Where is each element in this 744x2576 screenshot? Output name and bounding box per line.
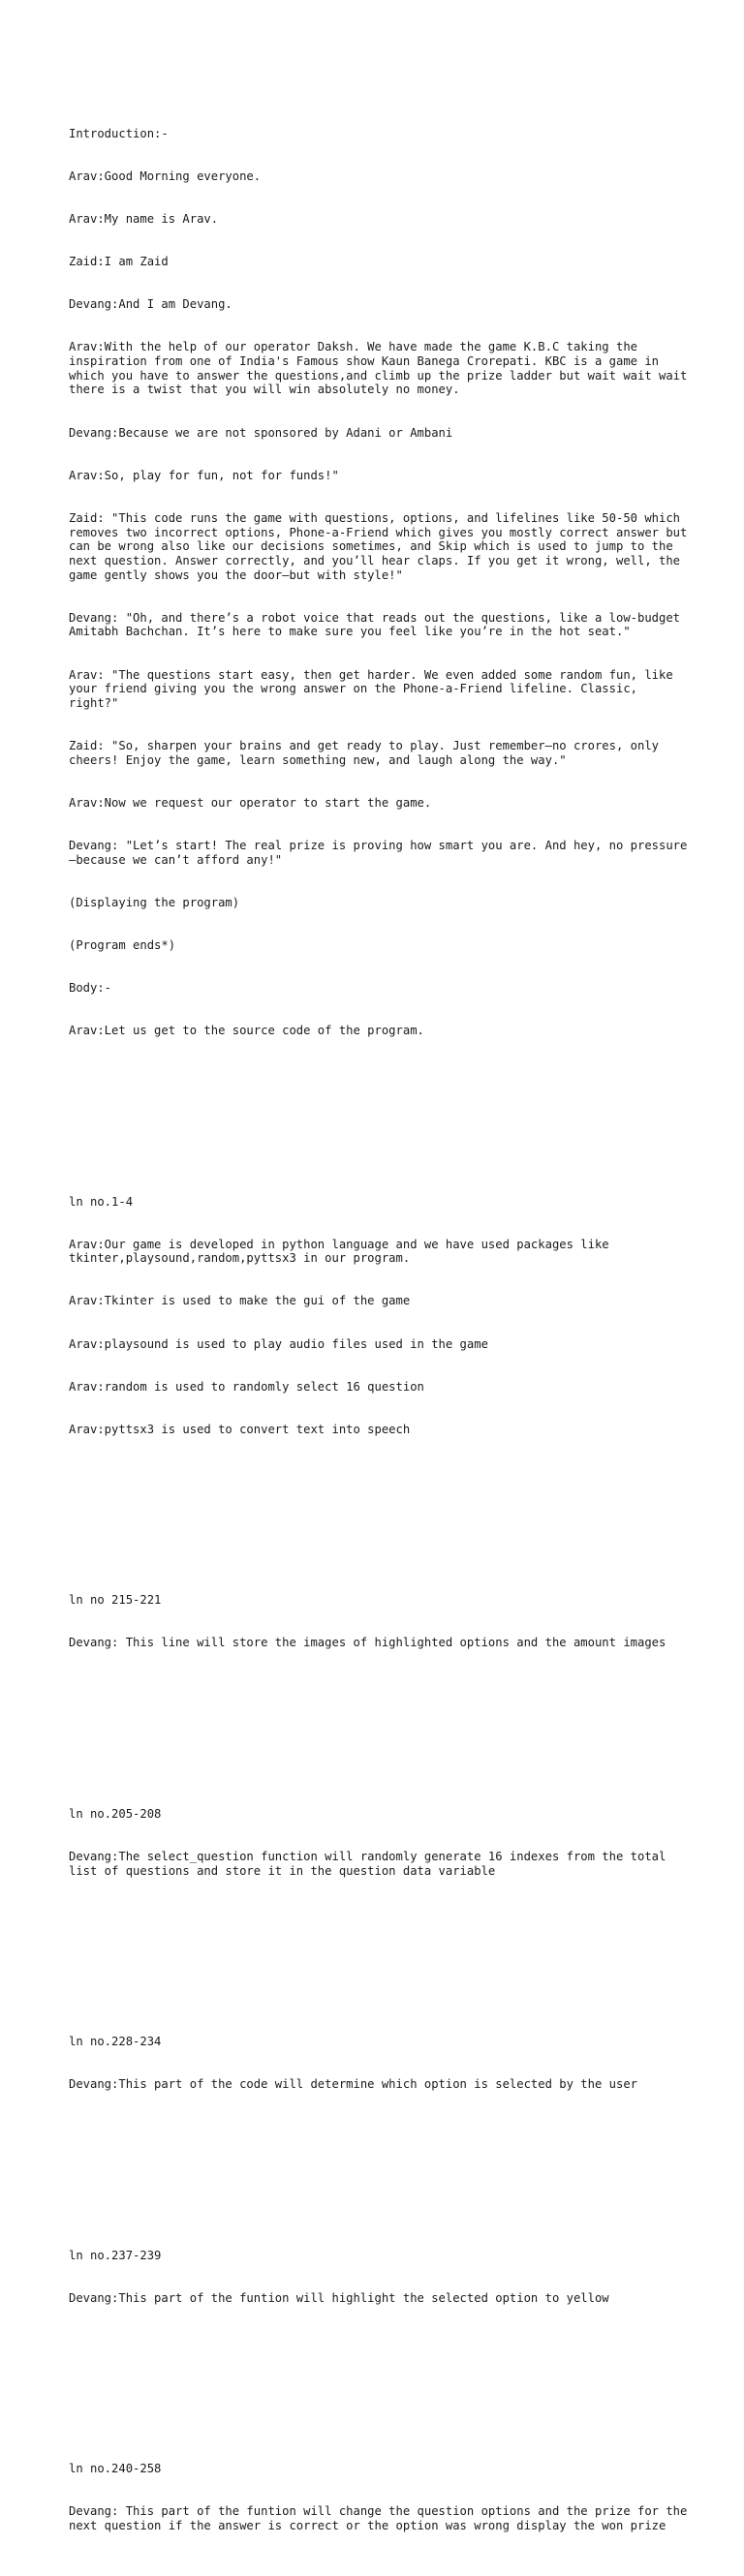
blank-line [69, 1949, 689, 1964]
dialogue-line: Arav:playsound is used to play audio files used in the game [69, 1336, 488, 1351]
dialogue-line: Zaid: "So, sharpen your brains and get ready to play. Just remember—no crores, only cheers! Enjoy the game, learn something new, and laugh along the way." [69, 739, 666, 767]
section-ln-215-221 [69, 1565, 689, 1679]
section-heading: ln no 215-221 [69, 1593, 162, 1608]
stage-direction: (Displaying the program) [69, 895, 240, 909]
dialogue-line: Devang: "Let’s start! The real prize is proving how smart you are. And hey, no pressure—because we can’t afford any!" [69, 838, 688, 867]
dialogue-line: Devang:The select_question function will randomly generate 16 indexes from the total list of questions and store it in the question data variable [69, 1849, 673, 1878]
dialogue-line: Arav:So, play for fun, not for funds!" [69, 468, 339, 482]
section-heading: ln no.1-4 [69, 1194, 134, 1209]
dialogue-line: Devang:Because we are not sponsored by Adani or Ambani [69, 425, 453, 440]
dialogue-line: Zaid:I am Zaid [69, 255, 169, 269]
dialogue-line: Zaid: "This code runs the game with questions, options, and lifelines like 50-50 which removes two incorrect options, Phone-a-Friend which gives you mostly correct answer but can be wrong also like our decisions sometimes, and Skip which is used to jump to the next question. Answer correctly, and you’ll hear claps. If you get it wrong, well, the game gently shows you the door—but with style!" [69, 510, 695, 582]
dialogue-line: Arav:Good Morning everyone. [69, 169, 262, 183]
blank-line [69, 1508, 689, 1522]
blank-line [69, 2162, 689, 2177]
blank-line [69, 1109, 689, 1123]
dialogue-line: Arav:Now we request our operator to start the game. [69, 795, 432, 810]
stage-direction: (Program ends*) [69, 937, 176, 952]
section-ln-240-258 [69, 2434, 695, 2561]
dialogue-line: Arav:With the help of our operator Daksh. We have made the game K.B.C taking the inspiration from one of India's Famous show Kaun Banega Crorepati. KBC is a game in which you have to answer the questions,and climb up the prize ladder but wait wait wait there is a twist that you will win absolutely no money. [69, 340, 695, 397]
dialogue-line: Devang: This line will store the images of highlighted options and the amount images [69, 1636, 666, 1650]
dialogue-line: Arav:My name is Arav. [69, 212, 219, 227]
section-ln-205-208 [69, 1778, 689, 1906]
intro-heading: Introduction:- [69, 126, 169, 140]
dialogue-line: Arav:Let us get to the source code of the program. [69, 1024, 424, 1038]
section-heading: ln no.240-258 [69, 2462, 162, 2476]
blank-line [69, 1722, 689, 1736]
section-heading: ln no.205-208 [69, 1806, 162, 1821]
section-heading: ln no.228-234 [69, 2034, 162, 2048]
dialogue-line: Arav:random is used to randomly select 16 question [69, 1379, 424, 1394]
intro-section [69, 98, 695, 1066]
blank-line [69, 2377, 689, 2391]
dialogue-line: Devang: This part of the funtion will change the question options and the prize for the next question if the answer is correct or the option was wrong display the won prize [69, 2504, 695, 2532]
dialogue-line: Devang:This part of the funtion will highlight the selected option to yellow [69, 2290, 609, 2305]
section-heading: ln no.237-239 [69, 2248, 162, 2262]
dialogue-line: Arav: "The questions start easy, then get harder. We even added some random fun, like your friend giving you the wrong answer on the Phone-a-Friend lifeline. Classic, right?" [69, 667, 681, 710]
body-heading: Body:- [69, 981, 112, 995]
dialogue-line: Arav:Our game is developed in python language and we have used packages like tkinter,playsound,random,pyttsx3 in our program. [69, 1237, 616, 1266]
section-ln-237-239 [69, 2220, 689, 2334]
dialogue-line: Devang:And I am Devang. [69, 297, 232, 312]
dialogue-line: Arav:Tkinter is used to make the gui of the game [69, 1294, 411, 1308]
document-page [69, 70, 695, 2576]
dialogue-line: Devang: "Oh, and there’s a robot voice that reads out the questions, like a low-budget Amitabh Bachchan. It’s here to make sure you feel like you’re in the hot seat." [69, 610, 688, 639]
dialogue-line: Arav:pyttsx3 is used to convert text into speech [69, 1422, 411, 1436]
section-ln-1-4 [69, 1166, 689, 1465]
dialogue-line: Devang:This part of the code will determine which option is selected by the user [69, 2077, 637, 2092]
section-ln-228-234 [69, 2007, 689, 2121]
